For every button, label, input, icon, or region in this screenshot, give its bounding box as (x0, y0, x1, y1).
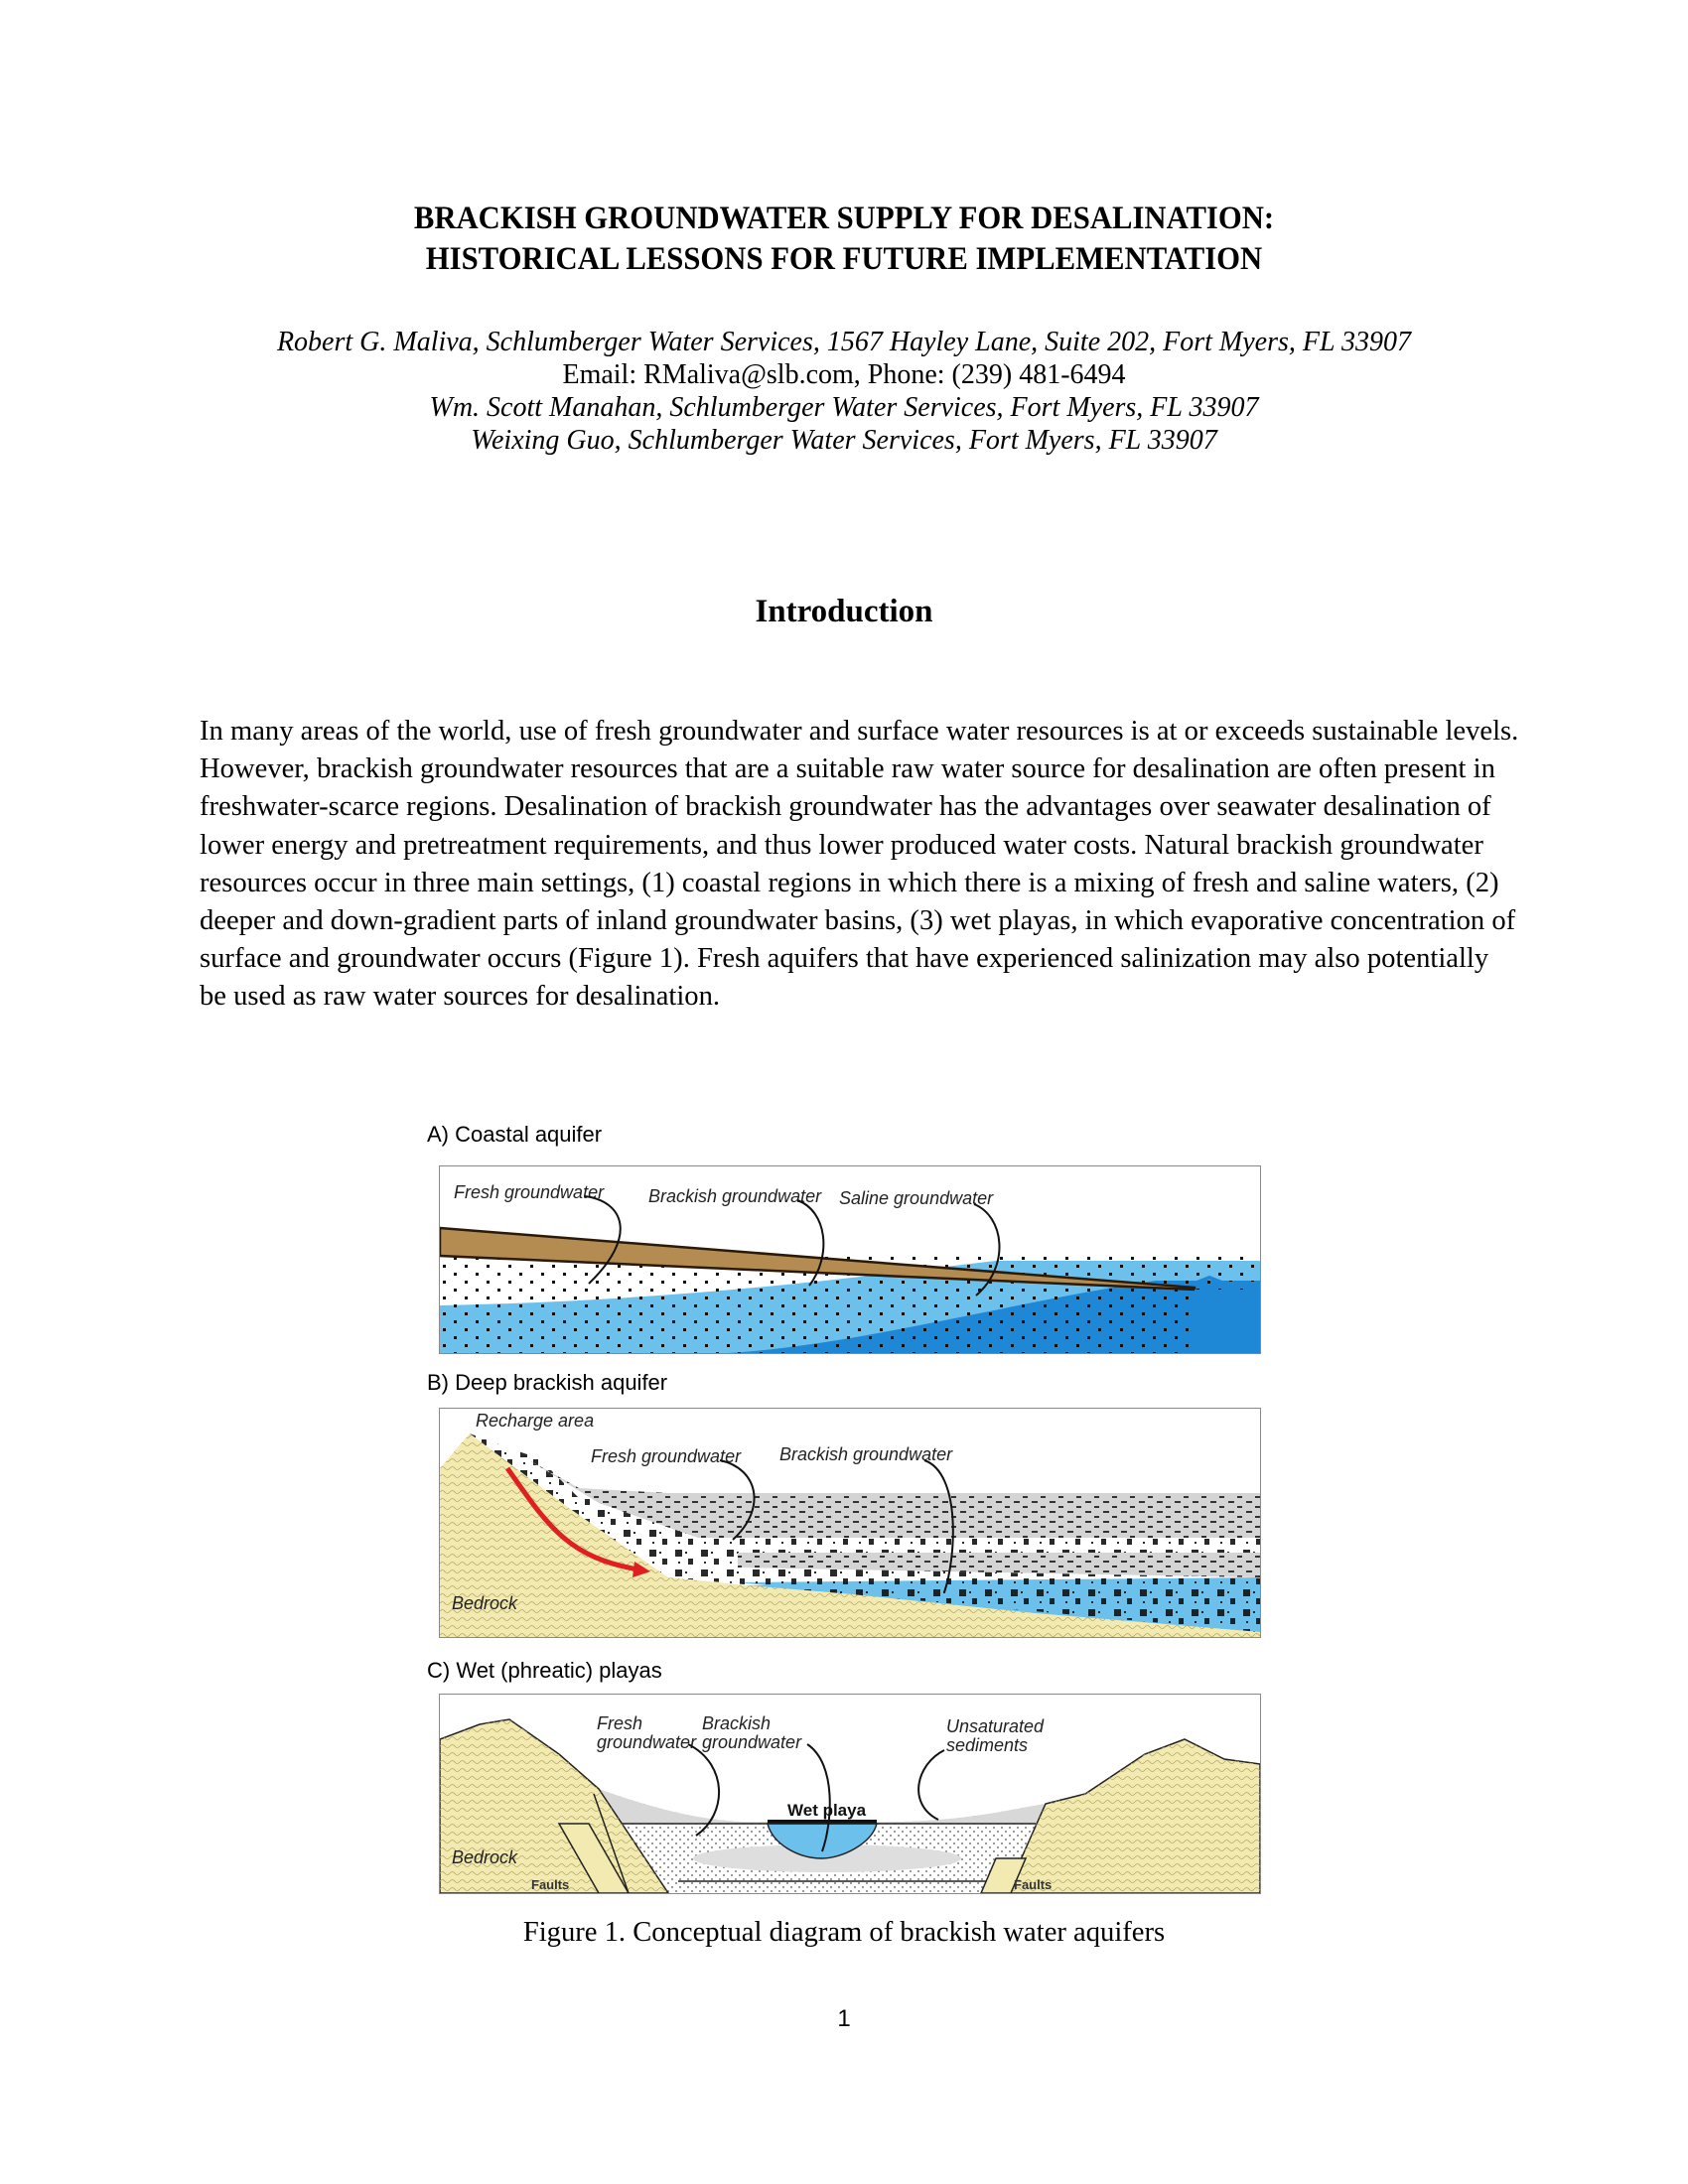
annot-fresh-line2: groundwater (597, 1732, 697, 1752)
panel-a-diagram (440, 1166, 1260, 1353)
title-line-1: BRACKISH GROUNDWATER SUPPLY FOR DESALINATION: (413, 201, 1275, 236)
panel-b-diagram (440, 1409, 1260, 1637)
intro-paragraph: In many areas of the world, use of fresh groundwater and surface water resources is at or exceeds sustainable levels. However, brackish groundwater resources that are a suitable raw water source for desalination are often present in freshwater-scarce regions. Desalination of brackish groundwater has the advantages over seawater desalination of lower energy and pretreatment requirements, and thus lower produced water costs. Natural brackish groundwater resources occur in three main settings, (1) coastal regions in which there is a mixing of fresh and saline waters, (2) deeper and down-gradient parts of inland groundwater basins, (3) wet playas, in which evaporative concentration of surface and groundwater occurs (Figure 1). Fresh aquifers that have experienced salinization may also potentially be used as raw water sources for desalination. (200, 716, 1519, 1013)
annot-saline-groundwater: Saline groundwater (839, 1188, 994, 1208)
panel-c-label: C) Wet (phreatic) playas (427, 1658, 662, 1683)
annot-bedrock: Bedrock (452, 1847, 518, 1867)
panel-a-coastal-aquifer (439, 1165, 1261, 1354)
figure-caption: Figure 1. Conceptual diagram of brackish water aquifers (522, 1917, 1166, 1948)
paper-title (60, 199, 1629, 280)
annot-wet-playa: Wet playa (787, 1801, 867, 1820)
panel-c-wet-playas (439, 1694, 1261, 1894)
panel-b-deep-brackish-aquifer (439, 1408, 1261, 1638)
panel-c-diagram (440, 1695, 1260, 1893)
author-block (0, 326, 1688, 457)
annot-brackish-groundwater: Brackish groundwater (648, 1186, 822, 1206)
annot-unsaturated-line2: sediments (946, 1735, 1029, 1755)
annot-brackish-line2: groundwater (702, 1732, 802, 1752)
author-2: Wm. Scott Manahan, Schlumberger Water Services, Fort Myers, FL 33907 (429, 392, 1259, 423)
panel-a-label: A) Coastal aquifer (427, 1122, 603, 1147)
leader-arrow (918, 1750, 944, 1820)
annot-faults-right: Faults (1014, 1877, 1053, 1892)
author-3: Weixing Guo, Schlumberger Water Services, Fort Myers, FL 33907 (471, 425, 1217, 456)
title-line-2: HISTORICAL LESSONS FOR FUTURE IMPLEMENTATION (425, 241, 1263, 277)
annot-fresh-groundwater: Fresh groundwater (454, 1182, 605, 1202)
author-1: Robert G. Maliva, Schlumberger Water Services, 1567 Hayley Lane, Suite 202, Fort Myers, FL 33907 (276, 327, 1412, 357)
annot-faults-left: Faults (531, 1877, 570, 1892)
section-heading: Introduction (755, 594, 933, 629)
author-contact: Email: RMaliva@slb.com, Phone: (239) 481-6494 (562, 359, 1126, 390)
annot-brackish-groundwater: Brackish groundwater (779, 1444, 953, 1464)
panel-b-label: B) Deep brackish aquifer (427, 1370, 668, 1395)
page-number: 1 (837, 2005, 851, 2032)
annot-fresh-line1: Fresh (597, 1713, 643, 1733)
annot-fresh-groundwater: Fresh groundwater (591, 1446, 742, 1466)
annot-unsaturated-line1: Unsaturated (946, 1716, 1045, 1736)
annot-bedrock: Bedrock (452, 1593, 518, 1613)
annot-brackish-line1: Brackish (702, 1713, 772, 1733)
annot-recharge-area: Recharge area (476, 1411, 595, 1431)
